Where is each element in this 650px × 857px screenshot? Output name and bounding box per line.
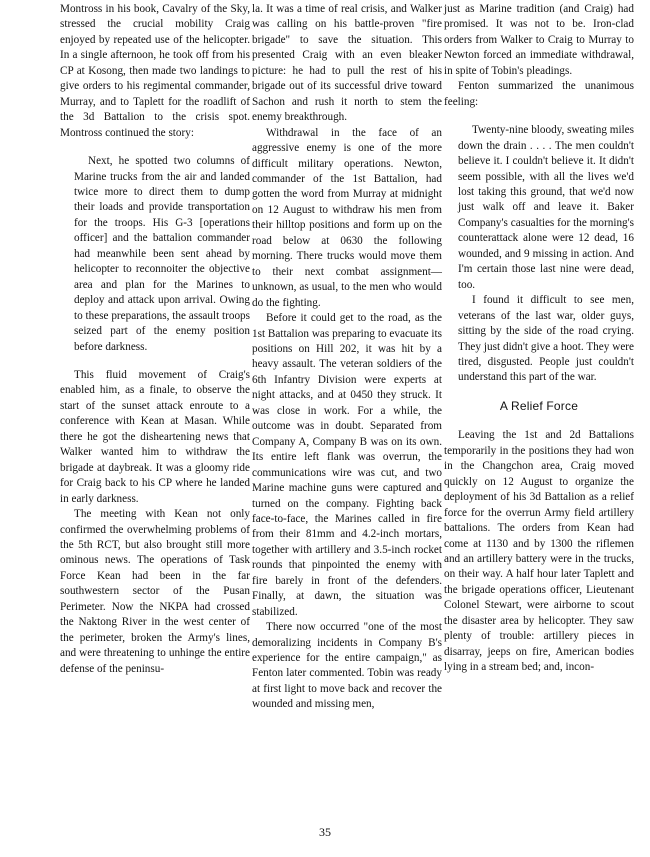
paragraph: just as Marine tradition (and Craig) had promised. It was not to be. Iron-clad orders from Walker to Craig to Murray to Newton forced an immediate withdrawal, in spite of Tobin's pleadings. (444, 3, 634, 77)
page-number: 35 (319, 825, 331, 839)
paragraph: Fenton summarized the unanimous feeling: (444, 80, 634, 108)
paragraph: This fluid movement of Craig's enabled him, as a finale, to observe the start of the sunset attack enroute to a conference with Kean at Masan. While there he got the disheartening news that Walker wanted him to withdraw the brigade at daybreak. It was a gloomy ride for Craig back to his CP where he landed in early darkness. (60, 368, 250, 505)
column-left (60, 2, 250, 677)
block-quote (458, 123, 634, 386)
quote-paragraph: I found it difficult to see men, veterans of the last war, older guys, sitting by the side of the road crying. They just didn't give a hoot. They were tired, disgusted. People just couldn't understand this part of the war. (458, 294, 634, 384)
paragraph: Leaving the 1st and 2d Battalions temporarily in the positions they had won in the Changchon area, Craig moved quickly on 12 August to organize the deployment of his 3d Battalion as a relief force for the overrun Army field artillery battalions. The orders from Kean had come at 1130 and by 1300 the riflemen and an artillery battery were in the trucks, on their way. A half hour later Taplett and the brigade operations officer, Lieutenant Colonel Stewart, were airborne to scout the disaster area by helicopter. They saw plenty of trouble: artillery pieces in disarray, jeeps on fire, American bodies lying in a stream bed; and, incon- (444, 429, 634, 674)
section-heading: A Relief Force (499, 398, 579, 413)
quote-paragraph: Twenty-nine bloody, sweating miles down the drain . . . . The men couldn't believe it. I couldn't believe it. It didn't seem possible, with all the lives we'd lost taking this ground, that we'd now just walk off and leave it. Baker Company's casualties for the morning's counterattack alone were 12 dead, 16 wounded, and 9 missing in action. And I'm certain those last nine were dead, too. (458, 124, 634, 291)
quote-paragraph: Next, he spotted two columns of Marine trucks from the air and landed twice more to direct them to dump their loads and provide transportation for the troops. His G-3 [operations officer] and the battalion commander had meanwhile been sent ahead by helicopter to reconnoiter the objective area and plan for the Marines to deploy and attack upon arrival. Owing to these preparations, the assault troops seized part of the enemy position before darkness. (74, 155, 250, 353)
column-right (444, 2, 634, 676)
paragraph: Before it could get to the road, as the 1st Battalion was preparing to evacuate its positions on Hill 202, it was hit by a heavy assault. The veteran soldiers of the 6th Infantry Division were experts at night attacks, and at 0450 they struck. It was close in work. For a while, the outcome was in doubt. Separated from Company A, Company B was on its own. Its entire left flank was overrun, the communications wire was cut, and two Marine machine guns were captured and turned on the company. Fighting back face-to-face, the Marines called in fire from their 81mm and 4.2-inch mortars, together with artillery and 3.5-inch rocket rounds that pinpointed the enemy with fire barely in front of the defenders. Finally, at dawn, the situation was stabilized. (252, 312, 442, 618)
paragraph: Withdrawal in the face of an aggressive enemy is one of the more difficult military operations. Newton, commander of the 1st Battalion, had gotten the word from Murray at midnight on 12 August to withdraw his men from their hilltop positions and form up on the road below at 0630 the following morning. There trucks would move them to their next combat assignment—unknown, as usual, to the men who would do the fighting. (252, 126, 442, 309)
paragraph: Montross in his book, Cavalry of the Sky, stressed the crucial mobility Craig enjoyed by repeated use of the helicopter. In a single afternoon, he took off from his CP at Kosong, then made two landings to give orders to his regimental commander, Murray, and to Taplett for the roadlift of the 3d Battalion to the crisis spot. Montross continued the story: (60, 3, 250, 139)
paragraph: The meeting with Kean not only confirmed the overwhelming problems of the 5th RCT, but also brought still more ominous news. The operations of Task Force Kean had been in the far southwestern sector of the Pusan Perimeter. Now the NKPA had crossed the Naktong River in the west center of the perimeter, broken the Army's lines, and were threatening to unhinge the entire defense of the peninsu- (60, 508, 250, 675)
column-middle (252, 2, 442, 713)
paragraph: la. It was a time of real crisis, and Walker was calling on his battle-proven "fire brigade" to save the situation. This presented Craig with an even bleaker picture: he had to pull the rest of his brigade out of its successful drive toward Sachon and rush it north to stem the enemy breakthrough. (252, 3, 442, 124)
paragraph: There now occurred "one of the most demoralizing incidents in Company B's experience for the entire campaign," as Fenton later commented. Tobin was ready at first light to move back and recover the wounded and missing men, (252, 621, 442, 711)
block-quote (74, 154, 250, 355)
